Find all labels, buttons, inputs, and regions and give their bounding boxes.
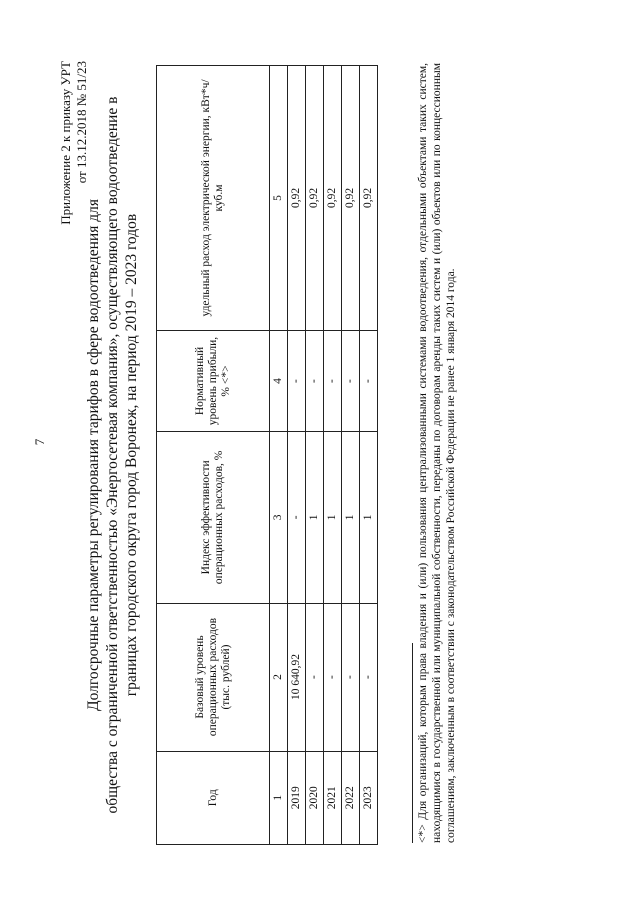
table-cell: - bbox=[342, 330, 360, 431]
column-number: 2 bbox=[270, 603, 288, 751]
document-sheet bbox=[48, 55, 488, 855]
appendix-line-2: от 13.12.2018 № 51/23 bbox=[74, 61, 89, 184]
parameters-table-wrap bbox=[156, 65, 378, 845]
table-cell: 2022 bbox=[342, 751, 360, 844]
title-line-3: границах городского округа город Воронеж, на период 2019 – 2023 годов bbox=[123, 213, 140, 697]
table-cell: 0,92 bbox=[288, 66, 306, 331]
header-base-opex: Базовый уровень операционных расходов (тыс. рублей) bbox=[157, 603, 270, 751]
table-cell: 1 bbox=[342, 432, 360, 603]
table-cell: 0,92 bbox=[360, 66, 378, 331]
table-cell: 0,92 bbox=[306, 66, 324, 331]
table-cell: - bbox=[360, 330, 378, 431]
table-header-row bbox=[157, 66, 270, 845]
header-year: Год bbox=[157, 751, 270, 844]
table-cell: - bbox=[324, 603, 342, 751]
table-cell: 0,92 bbox=[342, 66, 360, 331]
column-number: 5 bbox=[270, 66, 288, 331]
table-cell: 2023 bbox=[360, 751, 378, 844]
table-row bbox=[360, 66, 378, 845]
table-cell: - bbox=[288, 432, 306, 603]
table-cell: - bbox=[324, 330, 342, 431]
table-cell: 1 bbox=[306, 432, 324, 603]
table-cell: 2019 bbox=[288, 751, 306, 844]
table-cell: 10 640,92 bbox=[288, 603, 306, 751]
table-cell: 2021 bbox=[324, 751, 342, 844]
table-cell: - bbox=[288, 330, 306, 431]
table-cell: - bbox=[342, 603, 360, 751]
parameters-table bbox=[156, 65, 378, 845]
column-number: 3 bbox=[270, 432, 288, 603]
title-line-1: Долгосрочные параметры регулирования тарифов в сфере водоотведения для bbox=[85, 199, 102, 711]
header-profit-level: Нормативный уровень прибыли, % <*> bbox=[157, 330, 270, 431]
table-row bbox=[288, 66, 306, 845]
table-cell: 1 bbox=[360, 432, 378, 603]
document-title bbox=[84, 55, 141, 855]
footnote-divider bbox=[412, 643, 413, 843]
table-cell: - bbox=[360, 603, 378, 751]
table-row bbox=[324, 66, 342, 845]
table-cell: 2020 bbox=[306, 751, 324, 844]
header-electricity-consumption: удельный расход электрической энергии, кВт*ч/куб.м bbox=[157, 66, 270, 331]
header-efficiency-index: Индекс эффективности операционных расходов, % bbox=[157, 432, 270, 603]
table-cell: - bbox=[306, 330, 324, 431]
table-cell: 1 bbox=[324, 432, 342, 603]
appendix-line-1: Приложение 2 к приказу УРТ bbox=[58, 61, 73, 225]
table-cell: - bbox=[306, 603, 324, 751]
column-number: 1 bbox=[270, 751, 288, 844]
column-number: 4 bbox=[270, 330, 288, 431]
table-row bbox=[342, 66, 360, 845]
footnote: <*> Для организаций, которым права владения и (или) пользования централизованными системами водоотведения, отдельными объектами таких систем, находящимися в государственной или муниципальной собственности, переданы по договорам аренды таких систем и (или) объектов или по концессионным соглашениям, заключенным в соответствии с законодательством Российской Федерации не ранее 1 января 2014 года. bbox=[417, 63, 457, 843]
table-column-numbers-row bbox=[270, 66, 288, 845]
title-line-2: общества с ограниченной ответственностью «Энергосетевая компания», осуществляющего водоотведение в bbox=[104, 96, 121, 814]
table-row bbox=[306, 66, 324, 845]
page-number: 7 bbox=[32, 438, 47, 446]
table-cell: 0,92 bbox=[324, 66, 342, 331]
